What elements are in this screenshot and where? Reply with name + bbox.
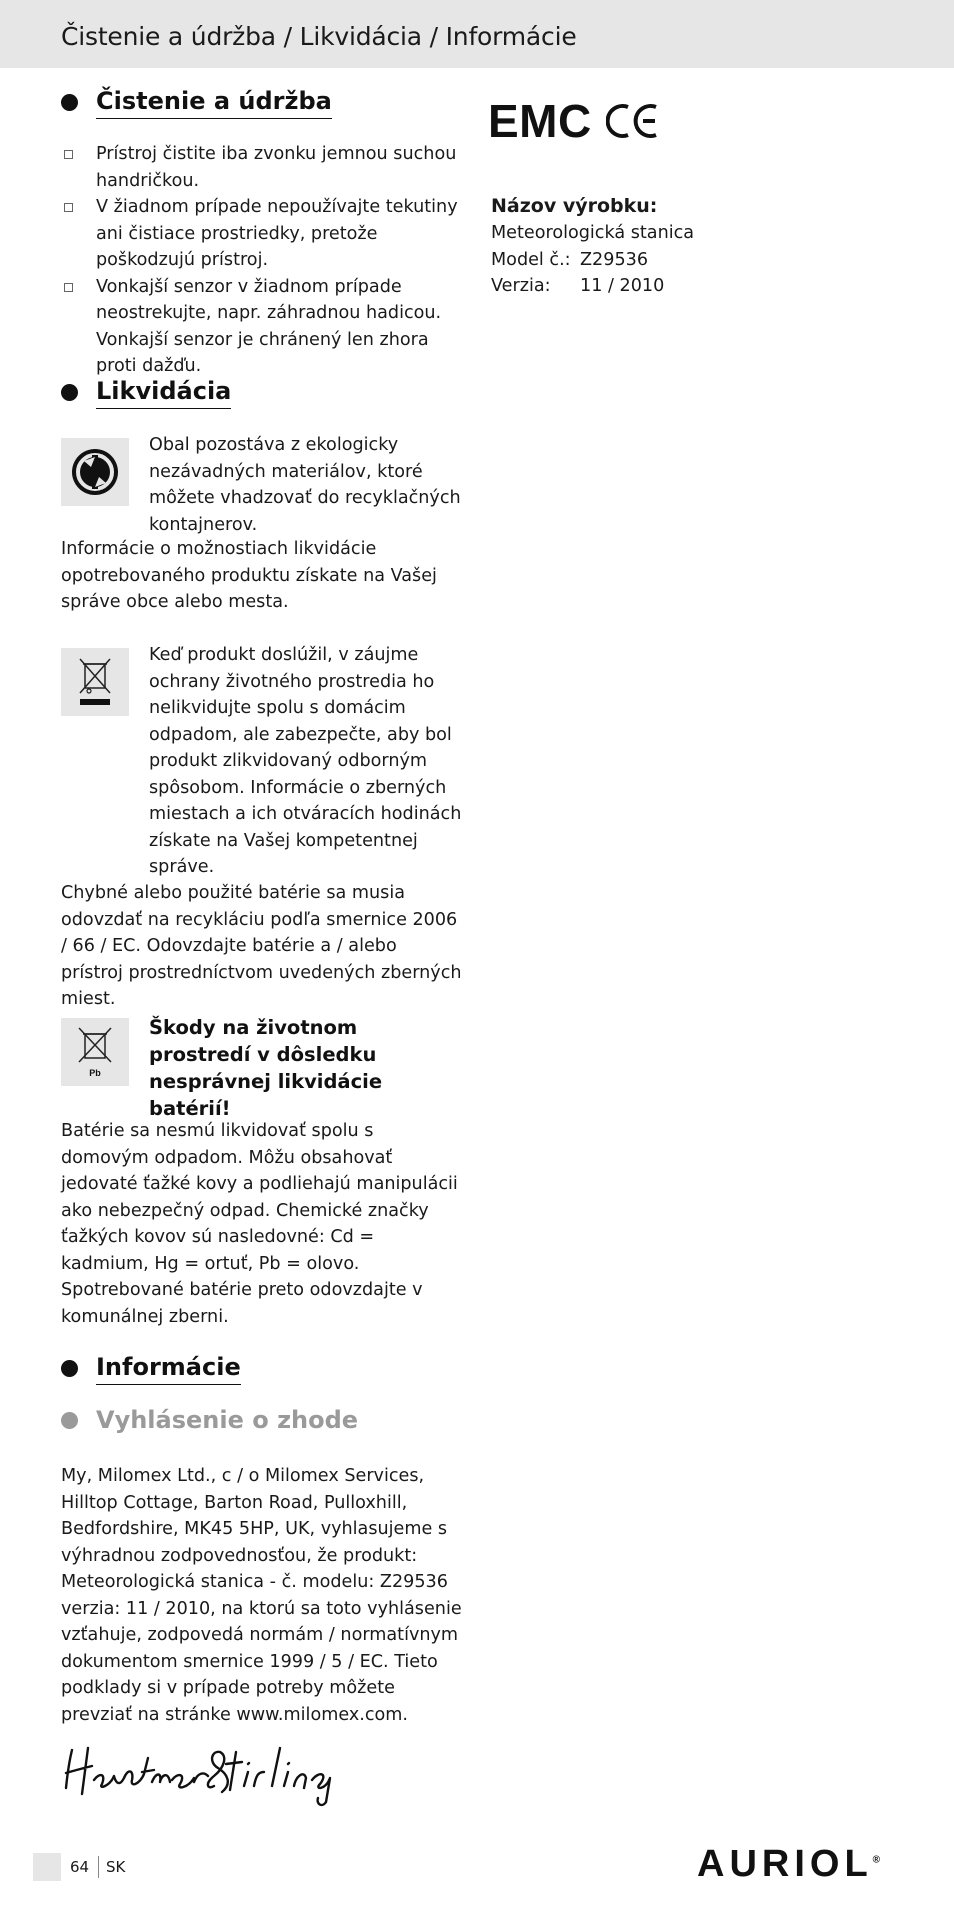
cleaning-bullet-list bbox=[61, 141, 464, 380]
packaging-text: Obal pozostáva z ekologicky nezávadných materiálov, ktoré môžete vhadzovať do recyklačných kontajnerov. bbox=[149, 435, 461, 535]
product-name-value: Meteorologická stanica bbox=[491, 223, 695, 243]
cleaning-heading-row bbox=[61, 86, 464, 119]
declaration-subheading-row bbox=[61, 1405, 464, 1435]
cleaning-heading: Čistenie a údržba bbox=[96, 86, 332, 119]
pb-label: Pb bbox=[89, 1068, 101, 1078]
model-key: Model č.: bbox=[491, 249, 571, 270]
crossed-bin-icon bbox=[61, 648, 129, 716]
declaration-subheading: Vyhlásenie o zhode bbox=[96, 1406, 359, 1434]
cleaning-bullet-text: Prístroj čistite iba zvonku jemnou suchou handričkou. bbox=[96, 144, 457, 191]
checkbox-square-icon bbox=[64, 283, 73, 292]
declaration-text: My, Milomex Ltd., c / o Milomex Services, Hilltop Cottage, Barton Road, Pulloxhill, Bedfordshire, MK45 5HP, UK, vyhlasujeme s výhradnou zodpovednosťou, že produkt: Meteorologická stanica - č. modelu: Z29536 verzia: 11 / 2010, na ktorú sa toto vyhlásenie vzťahuje, zodpovedá normám / normatívnym dokumentom smernice 1999 / 5 / EC. Tieto podklady si v prípade potreby môžete prevziať na stránke www.milomex.com. bbox=[61, 1466, 462, 1725]
battery-return-text: Chybné alebo použité batérie sa musia odovzdať na recykláciu podľa smernice 2006 / 66 / EC. Odovzdajte batérie a / alebo prístroj prostredníctvom uvedených zberných miest. bbox=[61, 883, 462, 1009]
cleaning-bullet bbox=[61, 274, 464, 380]
information-heading: Informácie bbox=[96, 1352, 241, 1385]
cleaning-bullet bbox=[61, 194, 464, 274]
bullet-dot-icon bbox=[61, 384, 78, 401]
cleaning-bullet-text: Vonkajší senzor v žiadnom prípade neostrekujte, napr. záhradnou hadicou. Vonkajší senzor je chránený len zhora proti dažďu. bbox=[96, 276, 442, 376]
footer-marker bbox=[33, 1853, 61, 1881]
page-number: 64 bbox=[70, 1856, 99, 1878]
brand-logo bbox=[697, 1843, 880, 1886]
bullet-dot-icon bbox=[61, 94, 78, 111]
ce-mark-icon bbox=[606, 101, 660, 141]
emc-mark: EMC bbox=[488, 95, 592, 147]
bullet-dot-grey-icon bbox=[61, 1412, 78, 1429]
brand-name: AURIOL bbox=[697, 1843, 873, 1885]
disposal-heading-row bbox=[61, 376, 464, 409]
signature bbox=[58, 1728, 378, 1808]
disposal-heading: Likvidácia bbox=[96, 376, 231, 409]
language-code: SK bbox=[106, 1858, 126, 1876]
recycling-icon bbox=[61, 438, 129, 506]
checkbox-square-icon bbox=[64, 150, 73, 159]
bullet-dot-icon bbox=[61, 1360, 78, 1377]
packaging-block bbox=[61, 435, 464, 535]
product-version-row bbox=[491, 273, 791, 300]
cleaning-bullet-text: V žiadnom prípade nepoužívajte tekutiny ani čistiace prostriedky, pretože poškodzujú prístroj. bbox=[96, 197, 458, 270]
model-value: Z29536 bbox=[580, 249, 649, 270]
checkbox-square-icon bbox=[64, 203, 73, 212]
information-heading-row bbox=[61, 1352, 464, 1385]
weee-text: Keď produkt doslúžil, v záujme ochrany životného prostredia ho nelikvidujte spolu s domácim odpadom, ale zabezpečte, aby bol produkt zlikvidovaný odborným spôsobom. Informácie o zberných miestach a ich otváracích hodinách získate na Vašej kompetentnej správe. bbox=[149, 645, 462, 877]
battery-warning-block bbox=[61, 1016, 464, 1120]
product-name-row bbox=[491, 220, 791, 247]
cleaning-section bbox=[61, 86, 464, 380]
registered-mark: ® bbox=[872, 1854, 881, 1866]
version-key: Verzia: bbox=[491, 276, 551, 296]
battery-warning-title: Škody na životnom prostredí v dôsledku nesprávnej likvidácie batérií! bbox=[149, 1016, 383, 1120]
battery-warning-text: Batérie sa nesmú likvidovať spolu s domovým odpadom. Môžu obsahovať jedovaté ťažké kovy a podliehajú manipulácii ako nebezpečný odpad. Chemické značky ťažkých kovov sú nasledovné: Cd = kadmium, Hg = ortuť, Pb = olovo. Spotrebované batérie preto odovzdajte v komunálnej zberni. bbox=[61, 1121, 458, 1327]
disposal-info-text: Informácie o možnostiach likvidácie opotrebovaného produktu získate na Vašej správe obce alebo mesta. bbox=[61, 539, 437, 612]
emc-ce-marks bbox=[488, 94, 660, 148]
weee-block bbox=[61, 645, 464, 877]
version-value: 11 / 2010 bbox=[580, 276, 665, 296]
product-info bbox=[491, 193, 791, 300]
battery-bin-pb-icon bbox=[61, 1018, 129, 1086]
product-model-row bbox=[491, 247, 791, 274]
page-header-title: Čistenie a údržba / Likvidácia / Informácie bbox=[61, 22, 577, 51]
product-name-label: Názov výrobku: bbox=[491, 195, 658, 217]
cleaning-bullet bbox=[61, 141, 464, 194]
